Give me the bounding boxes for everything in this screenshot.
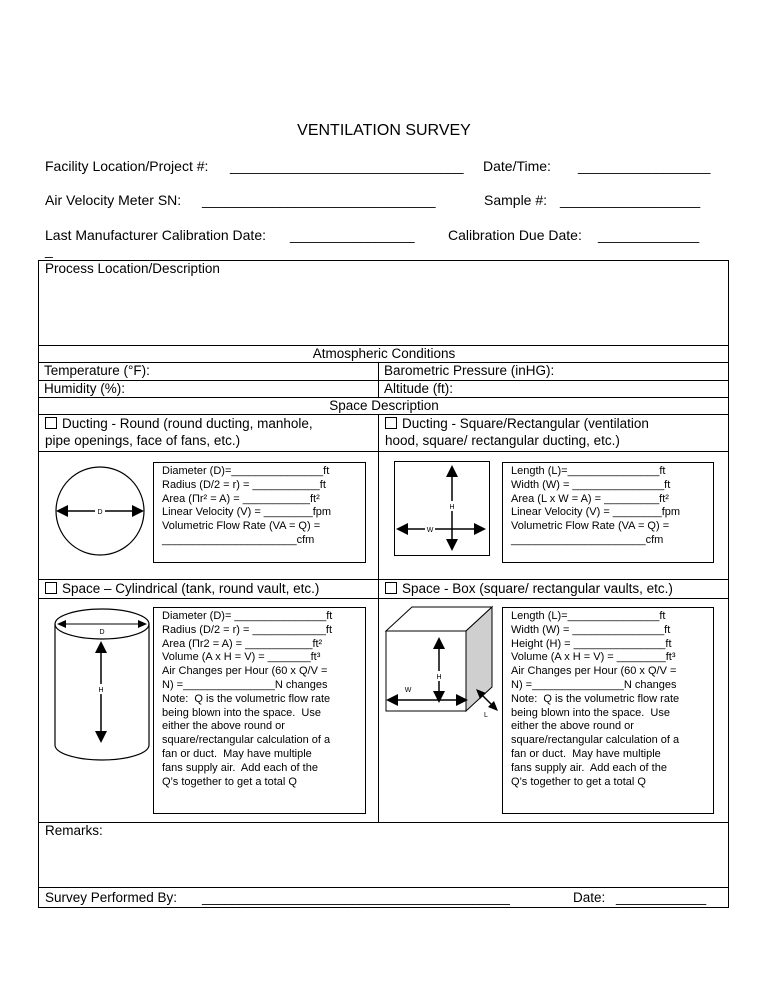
rect-duct-checkbox[interactable]	[385, 417, 397, 429]
note-line: being blown into the space. Use	[511, 706, 670, 719]
note-line: square/rectangular calculation of a	[511, 734, 680, 747]
round-duct-heading-cont: pipe openings, face of fans, etc.)	[45, 433, 241, 448]
box-height-label: H	[436, 674, 442, 681]
calc-line[interactable]: Length (L)=_______________ft	[511, 610, 666, 622]
cylinder-checkbox[interactable]	[45, 582, 57, 594]
divider	[38, 451, 729, 452]
calibration-field[interactable]: ________________	[290, 227, 415, 243]
box-space-heading: Space - Box (square/ rectangular vaults, etc.)	[385, 582, 673, 596]
atmospheric-heading: Atmospheric Conditions	[312, 346, 456, 361]
calc-line[interactable]: Length (L)=_______________ft	[511, 465, 666, 477]
pressure-label: Barometric Pressure (inHG):	[384, 363, 555, 378]
process-label: Process Location/Description	[45, 261, 220, 276]
divider	[38, 414, 729, 415]
calc-line[interactable]: Volume (A x H = V) = ________ft³	[511, 651, 676, 664]
calc-line: Volumetric Flow Rate (VA = Q) =	[162, 520, 321, 533]
note-line: Note: Q is the volumetric flow rate	[162, 692, 331, 705]
divider	[38, 887, 729, 888]
round-duct-checkbox[interactable]	[45, 417, 57, 429]
note-line: Note: Q is the volumetric flow rate	[511, 692, 680, 705]
diameter-label: D	[97, 509, 103, 516]
note-line: Q’s together to get a total Q	[162, 775, 297, 788]
footer-date-field[interactable]: ____________	[616, 890, 707, 905]
meter-label: Air Velocity Meter SN:	[45, 192, 182, 208]
divider	[38, 598, 729, 599]
box-width-label: W	[404, 687, 412, 694]
performed-by-field[interactable]: _________________________________________	[202, 890, 510, 905]
calc-line: Volumetric Flow Rate (VA = Q) =	[511, 520, 670, 533]
calibration-label: Last Manufacturer Calibration Date:	[45, 227, 266, 243]
round-duct-calc-box	[153, 462, 366, 563]
calc-line[interactable]: Area (L x W = A) = _________ft²	[511, 492, 669, 505]
note-line: Q’s together to get a total Q	[511, 775, 646, 788]
due-field[interactable]: _____________	[598, 227, 700, 243]
calc-line[interactable]: ______________________cfm	[162, 533, 315, 546]
box-space-checkbox[interactable]	[385, 582, 397, 594]
note-line: either the above round or	[511, 720, 634, 733]
due-label: Calibration Due Date:	[448, 227, 582, 243]
calc-line[interactable]: Linear Velocity (V) = ________fpm	[511, 506, 681, 519]
sample-label: Sample #:	[484, 192, 548, 208]
footer-date-label: Date:	[573, 890, 606, 905]
page-title: VENTILATION SURVEY	[297, 122, 471, 139]
cylinder-heading: Space – Cylindrical (tank, round vault, etc.)	[45, 582, 319, 596]
column-divider	[378, 362, 379, 397]
space-description-heading: Space Description	[329, 398, 439, 413]
box-space-calc-box	[502, 607, 714, 814]
rect-duct-diagram	[394, 461, 490, 556]
facility-field[interactable]: ______________________________	[230, 158, 464, 174]
calc-line[interactable]: Width (W) = _______________ft	[511, 478, 671, 491]
cylinder-height-label: H	[98, 687, 104, 694]
calc-line[interactable]: Height (H) = _______________ft	[511, 637, 672, 650]
cylinder-diameter-label: D	[99, 629, 105, 636]
column-divider	[378, 414, 379, 822]
box-space-diagram	[384, 605, 496, 717]
datetime-field[interactable]: _________________	[578, 158, 711, 174]
height-label: H	[449, 504, 455, 511]
note-line: fan or duct. May have multiple	[162, 747, 312, 760]
calc-line[interactable]: Diameter (D)= _______________ft	[162, 610, 333, 622]
humidity-label: Humidity (%):	[44, 381, 126, 396]
box-length-label: L	[484, 712, 488, 719]
calc-line[interactable]: ______________________cfm	[511, 533, 664, 546]
divider	[38, 579, 729, 580]
round-duct-diagram	[50, 462, 150, 562]
calc-line[interactable]: Area (Πr2 = A) = ___________ft²	[162, 637, 323, 650]
rect-duct-calc-box	[502, 462, 714, 563]
altitude-label: Altitude (ft):	[384, 381, 454, 396]
note-line: being blown into the space. Use	[162, 706, 321, 719]
note-line: fans supply air. Add each of the	[511, 761, 667, 774]
calc-line[interactable]: Area (Πr² = A) = ___________ft²	[162, 492, 320, 505]
round-duct-heading: Ducting - Round (round ducting, manhole,	[45, 417, 313, 431]
width-label: W	[426, 527, 434, 534]
note-line: either the above round or	[162, 720, 285, 733]
calc-line[interactable]: Volume (A x H = V) = _______ft³	[162, 651, 321, 664]
temperature-label: Temperature (°F):	[44, 363, 150, 378]
wrap-underline: _	[45, 242, 53, 258]
rect-duct-heading: Ducting - Square/Rectangular (ventilation	[385, 417, 649, 431]
rect-duct-heading-cont: hood, square/ rectangular ducting, etc.)	[385, 433, 620, 448]
facility-label: Facility Location/Project #:	[45, 158, 209, 174]
calc-line[interactable]: Diameter (D)=_______________ft	[162, 465, 330, 477]
note-line: fans supply air. Add each of the	[162, 761, 318, 774]
note-line: square/rectangular calculation of a	[162, 734, 331, 747]
calc-line: Air Changes per Hour (60 x Q/V =	[162, 665, 328, 678]
calc-line[interactable]: Linear Velocity (V) = ________fpm	[162, 506, 332, 519]
meter-field[interactable]: ______________________________	[202, 192, 436, 208]
calc-line[interactable]: Radius (D/2 = r) = ____________ft	[162, 623, 333, 636]
cylinder-diagram	[52, 607, 152, 767]
datetime-label: Date/Time:	[483, 158, 551, 174]
note-line: fan or duct. May have multiple	[511, 747, 661, 760]
divider	[38, 822, 729, 823]
sample-field[interactable]: __________________	[560, 192, 701, 208]
performed-by-label: Survey Performed By:	[45, 890, 178, 905]
calc-line: Air Changes per Hour (60 x Q/V =	[511, 665, 677, 678]
calc-line[interactable]: N) =_______________N changes	[511, 678, 677, 691]
calc-line[interactable]: Width (W) = _______________ft	[511, 623, 671, 636]
calc-line[interactable]: Radius (D/2 = r) = ___________ft	[162, 478, 326, 491]
remarks-label: Remarks:	[45, 823, 103, 838]
cylinder-calc-box	[153, 607, 366, 814]
calc-line[interactable]: N) =_______________N changes	[162, 678, 328, 691]
